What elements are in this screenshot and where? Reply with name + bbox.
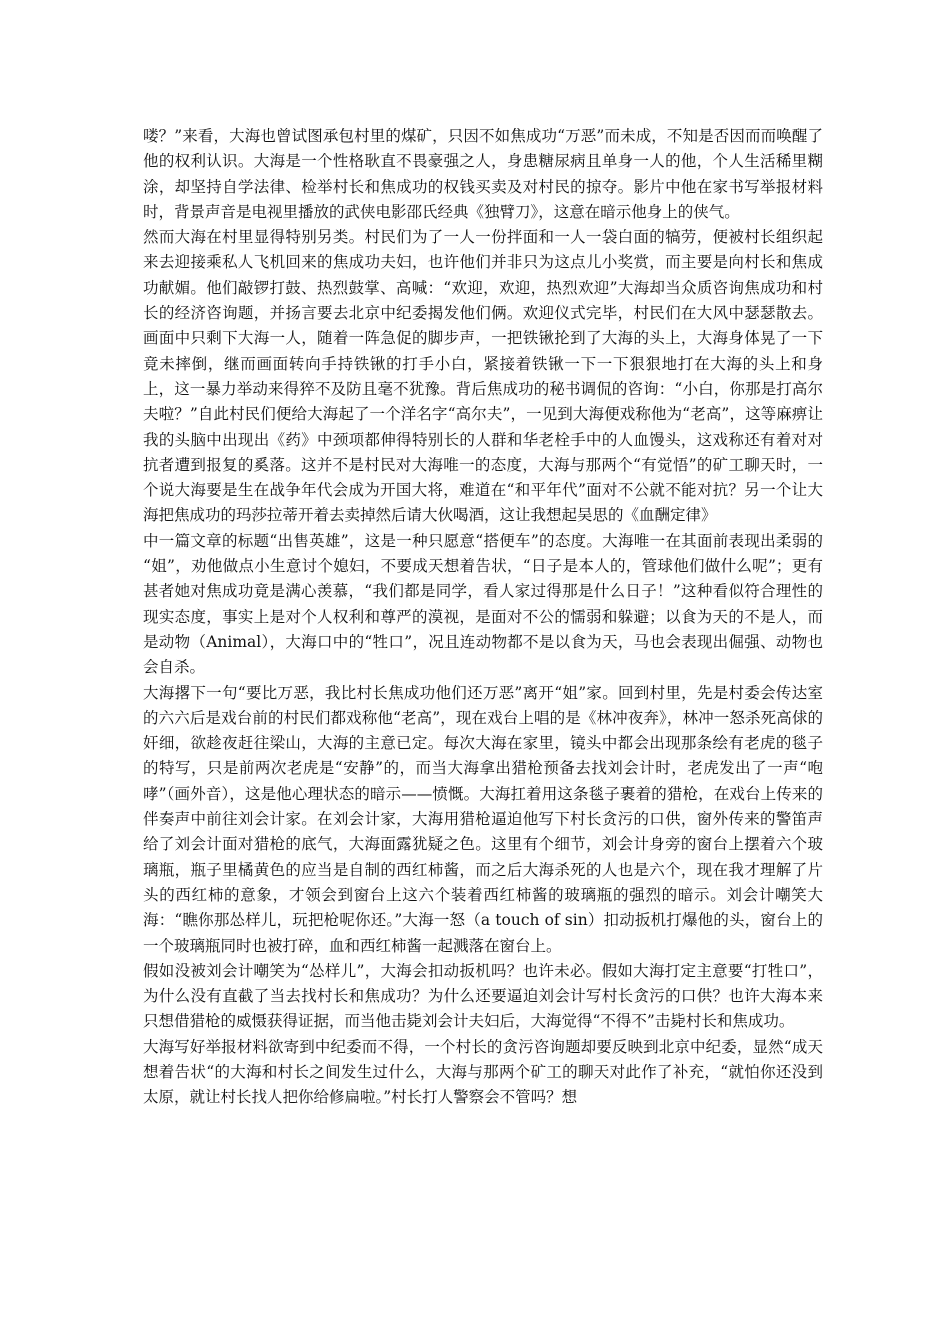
document-body (143, 124, 823, 1111)
paragraph-3: 中一篇文章的标题“出售英雄”，这是一种只愿意“搭便车”的态度。大海唯一在其面前表现出柔弱的 “姐”，劝他做点小生意讨个媳妇，不要成天想着告状，“日子是本人的，管球他们做什么呢”；更有甚者她对焦成功竟是满心羡慕，“我们都是同学，看人家过得那是什么日子！”这种看似符合理性的现实态度，事实上是对个人权利和尊严的漠视，是面对不公的懦弱和躲避；以食为天的不是人，而是动物（Animal），大海口中的“牲口”，况且连动物都不是以食为天，马也会表现出倔强、动物也会自杀。 (143, 531, 823, 677)
paragraph-5: 假如没被刘会计嘲笑为“怂样儿”，大海会扣动扳机吗？也许未必。假如大海打定主意要“打牲口”，为什么没有直截了当去找村长和焦成功？为什么还要逼迫刘会计写村长贪污的口供？也许大海本来只想借猎枪的威慑获得证据，而当他击毙刘会计夫妇后，大海觉得“不得不”击毙村长和焦成功。 (143, 961, 823, 1031)
paragraph-4: 大海撂下一句“要比万恶，我比村长焦成功他们还万恶”离开“姐”家。回到村里，先是村委会传达室的六六后是戏台前的村民们都戏称他“老高”，现在戏台上唱的是《林冲夜奔》，林冲一怒杀死高俅的奸细，欲趁夜赶往梁山，大海的主意已定。每次大海在家里，镜头中都会出现那条绘有老虎的毯子的特写，只是前两次老虎是“安静”的，而当大海拿出猎枪预备去找刘会计时，老虎发出了一声“咆哮”（画外音），这是他心理状态的暗示——愤慨。大海扛着用这条毯子裹着的猎枪，在戏台上传来的伴奏声中前往刘会计家。在刘会计家，大海用猎枪逼迫他写下村长贪污的口供，窗外传来的警笛声给了刘会计面对猎枪的底气，大海面露犹疑之色。这里有个细节，刘会计身旁的窗台上摆着六个玻璃瓶，瓶子里橘黄色的应当是自制的西红柿酱，而之后大海杀死的人也是六个，现在我才理解了片头的西红柿的意象，才领会到窗台上这六个装着西红柿酱的玻璃瓶的强烈的暗示。刘会计嘲笑大海：“瞧你那怂样儿，玩把枪呢你还。”大海一怒（a touch of sin）扣动扳机打爆他的头，窗台上的一个玻璃瓶同时也被打碎，血和西红柿酱一起溅落在窗台上。 (143, 683, 823, 955)
paragraph-1: 喽？”来看，大海也曾试图承包村里的煤矿，只因不如焦成功“万恶”而未成，不知是否因而而唤醒了他的权利认识。大海是一个性格耿直不畏豪强之人，身患糖尿病且单身一人的他，个人生活稀里糊涂，却坚持自学法律、检举村长和焦成功的权钱买卖及对村民的掠夺。影片中他在家书写举报材料时，背景声音是电视里播放的武侠电影邵氏经典《独臂刀》，这意在暗示他身上的侠气。 (143, 127, 823, 221)
paragraph-2: 然而大海在村里显得特别另类。村民们为了一人一份拌面和一人一袋白面的犒劳，便被村长组织起来去迎接乘私人飞机回来的焦成功夫妇，也许他们并非只为这点儿小奖赏，而主要是向村长和焦成功献媚。他们敲锣打鼓、热烈鼓掌、高喊：“欢迎，欢迎，热烈欢迎”大海却当众质咨询焦成功和村长的经济咨询题，并扬言要去北京中纪委揭发他们俩。欢迎仪式完毕，村民们在大风中瑟瑟散去。画面中只剩下大海一人，随着一阵急促的脚步声，一把铁锹抡到了大海的头上，大海身体晃了一下竟未摔倒，继而画面转向手持铁锹的打手小白，紧接着铁锹一下一下狠狠地打在大海的头上和身上，这一暴力举动来得猝不及防且毫不犹豫。背后焦成功的秘书调侃的咨询：“小白，你那是打高尔夫啦？”自此村民们便给大海起了一个洋名字“高尔夫”，一见到大海便戏称他为“老高”，这等麻痹让我的头脑中出现出《药》中颈项都伸得特别长的人群和华老栓手中的人血馒头，这戏称还有着对对抗者遭到报复的奚落。这并不是村民对大海唯一的态度，大海与那两个“有觉悟”的矿工聊天时，一个说大海要是生在战争年代会成为开国大将，难道在“和平年代”面对不公就不能对抗？另一个让大海把焦成功的玛莎拉蒂开着去卖掉然后请大伙喝酒，这让我想起吴思的《血酬定律》 (143, 228, 823, 525)
paragraph-6: 大海写好举报材料欲寄到中纪委而不得，一个村长的贪污咨询题却要反映到北京中纪委，显然“成天想着告状“的大海和村长之间发生过什么，大海与那两个矿工的聊天对此作了补充，“就怕你还没到太原，就让村长找人把你给修扁啦。”村长打人警察会不管吗？想 (143, 1037, 823, 1107)
